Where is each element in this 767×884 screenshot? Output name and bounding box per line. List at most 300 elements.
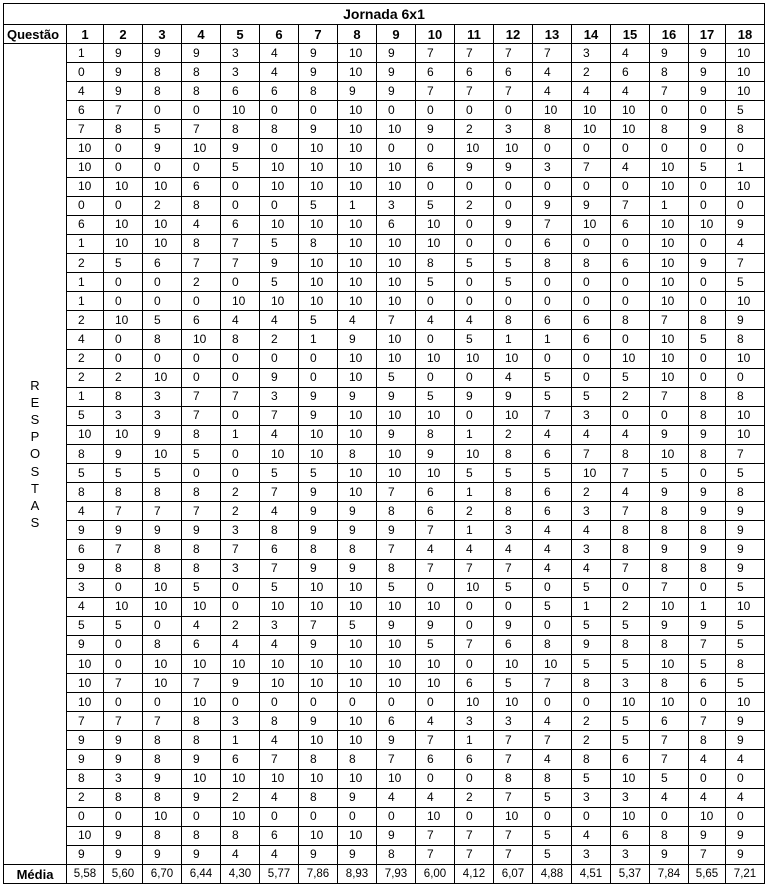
average-label: Média: [4, 865, 67, 884]
answer-cell: 0: [143, 349, 182, 368]
answer-cell: 10: [338, 120, 377, 139]
question-header: 12: [494, 25, 533, 44]
table-row: [4, 750, 765, 769]
answer-cell: 7: [650, 750, 689, 769]
answer-cell: 5: [182, 578, 221, 597]
answer-cell: 5: [455, 254, 494, 273]
answer-cell: 3: [221, 521, 260, 540]
answer-cell: 8: [689, 406, 726, 425]
answer-cell: 8: [299, 234, 338, 253]
answer-cell: 5: [416, 273, 455, 292]
answer-cell: 10: [533, 655, 572, 674]
answer-cell: 8: [182, 712, 221, 731]
answer-cell: 8: [221, 826, 260, 845]
table-row: [4, 655, 765, 674]
question-header-label: Questão: [4, 25, 67, 44]
answer-cell: 4: [533, 521, 572, 540]
answer-cell: 6: [416, 502, 455, 521]
table-row: [4, 254, 765, 273]
answer-cell: 10: [338, 578, 377, 597]
answer-cell: 0: [416, 368, 455, 387]
answer-cell: 9: [260, 254, 299, 273]
answer-cell: 7: [494, 731, 533, 750]
answer-cell: 8: [377, 845, 416, 864]
answer-cell: 10: [338, 368, 377, 387]
answer-cell: 10: [260, 177, 299, 196]
question-header: 18: [726, 25, 765, 44]
answer-cell: 7: [260, 750, 299, 769]
answer-cell: 10: [299, 215, 338, 234]
answer-cell: 8: [143, 540, 182, 559]
answer-cell: 8: [650, 635, 689, 654]
answer-cell: 0: [611, 330, 650, 349]
answer-cell: 8: [533, 769, 572, 788]
answer-cell: 9: [299, 406, 338, 425]
answer-cell: 0: [143, 158, 182, 177]
answer-cell: 2: [572, 731, 611, 750]
answer-cell: 10: [221, 655, 260, 674]
answer-cell: 10: [143, 655, 182, 674]
answer-cell: 9: [650, 44, 689, 63]
answer-cell: 6: [67, 101, 104, 120]
answer-cell: 1: [67, 387, 104, 406]
answer-cell: 10: [338, 158, 377, 177]
answer-cell: 0: [104, 578, 143, 597]
answer-cell: 5: [689, 158, 726, 177]
answer-cell: 6: [182, 311, 221, 330]
answer-cell: 1: [572, 597, 611, 616]
answer-cell: 10: [143, 578, 182, 597]
answer-cell: 5: [143, 120, 182, 139]
answer-cell: 6: [67, 215, 104, 234]
answer-cell: 10: [611, 120, 650, 139]
answer-cell: 9: [260, 368, 299, 387]
answer-cell: 7: [143, 502, 182, 521]
answer-cell: 5: [533, 387, 572, 406]
average-cell: 4,12: [455, 865, 494, 884]
answer-cell: 4: [67, 82, 104, 101]
answer-cell: 10: [494, 693, 533, 712]
answer-cell: 0: [260, 807, 299, 826]
answer-cell: 0: [338, 693, 377, 712]
answer-cell: 10: [104, 311, 143, 330]
answer-cell: 10: [338, 712, 377, 731]
answer-cell: 5: [689, 655, 726, 674]
answer-cell: 10: [143, 444, 182, 463]
table-row: [4, 597, 765, 616]
answer-cell: 10: [533, 101, 572, 120]
answer-cell: 0: [182, 349, 221, 368]
table-row: [4, 807, 765, 826]
answer-cell: 10: [104, 215, 143, 234]
answer-cell: 8: [182, 63, 221, 82]
answer-cell: 4: [494, 540, 533, 559]
answer-cell: 8: [182, 731, 221, 750]
answer-cell: 4: [260, 788, 299, 807]
answer-cell: 5: [67, 406, 104, 425]
answer-cell: 7: [533, 215, 572, 234]
answer-cell: 4: [221, 311, 260, 330]
answer-cell: 5: [650, 464, 689, 483]
answer-cell: 4: [221, 845, 260, 864]
answer-cell: 7: [416, 845, 455, 864]
answer-cell: 5: [416, 387, 455, 406]
answer-cell: 9: [143, 139, 182, 158]
table-row: [4, 82, 765, 101]
answer-cell: 6: [260, 540, 299, 559]
answer-cell: 3: [572, 44, 611, 63]
average-cell: 5,60: [104, 865, 143, 884]
answer-cell: 10: [299, 597, 338, 616]
answer-cell: 7: [611, 464, 650, 483]
answer-cell: 5: [611, 712, 650, 731]
answer-cell: 7: [182, 120, 221, 139]
answer-cell: 9: [299, 521, 338, 540]
answer-cell: 5: [494, 578, 533, 597]
answer-cell: 5: [143, 311, 182, 330]
answer-cell: 9: [299, 845, 338, 864]
answer-cell: 6: [650, 712, 689, 731]
answer-cell: 6: [533, 502, 572, 521]
answer-cell: 5: [494, 464, 533, 483]
answer-cell: 9: [689, 425, 726, 444]
answer-cell: 4: [533, 540, 572, 559]
answer-cell: 10: [494, 655, 533, 674]
table-row: [4, 139, 765, 158]
answer-cell: 0: [221, 177, 260, 196]
answer-cell: 7: [182, 406, 221, 425]
answer-cell: 8: [611, 540, 650, 559]
answer-cell: 8: [726, 120, 765, 139]
answer-cell: 0: [143, 616, 182, 635]
answer-cell: 10: [338, 63, 377, 82]
answer-cell: 0: [689, 101, 726, 120]
answer-cell: 0: [260, 101, 299, 120]
answer-cell: 6: [533, 444, 572, 463]
answer-cell: 0: [104, 635, 143, 654]
answer-cell: 9: [572, 635, 611, 654]
answer-cell: 1: [67, 44, 104, 63]
answer-cell: 8: [494, 769, 533, 788]
answer-cell: 4: [416, 540, 455, 559]
answer-cell: 8: [533, 120, 572, 139]
answer-cell: 4: [494, 368, 533, 387]
answer-cell: 5: [572, 616, 611, 635]
average-cell: 6,44: [182, 865, 221, 884]
answer-cell: 0: [689, 196, 726, 215]
answer-cell: 9: [726, 712, 765, 731]
answer-cell: 8: [143, 826, 182, 845]
answer-cell: 0: [104, 349, 143, 368]
answer-cell: 10: [299, 444, 338, 463]
answer-cell: 10: [338, 234, 377, 253]
answer-cell: 6: [455, 674, 494, 693]
answer-cell: 7: [182, 254, 221, 273]
answer-cell: 0: [650, 807, 689, 826]
answer-cell: 10: [67, 655, 104, 674]
answer-cell: 8: [143, 559, 182, 578]
answer-cell: 0: [455, 273, 494, 292]
table-row: [4, 826, 765, 845]
answer-cell: 10: [338, 273, 377, 292]
answer-cell: 0: [533, 177, 572, 196]
answer-cell: 0: [494, 597, 533, 616]
table-row: [4, 311, 765, 330]
answer-cell: 0: [182, 807, 221, 826]
answer-cell: 10: [416, 597, 455, 616]
answer-cell: 0: [221, 693, 260, 712]
answer-cell: 5: [726, 674, 765, 693]
answer-cell: 5: [726, 273, 765, 292]
answer-cell: 10: [338, 406, 377, 425]
answer-cell: 2: [611, 597, 650, 616]
answer-cell: 0: [416, 292, 455, 311]
answer-cell: 3: [611, 674, 650, 693]
answer-cell: 2: [221, 502, 260, 521]
answer-cell: 0: [455, 597, 494, 616]
answer-cell: 0: [221, 597, 260, 616]
answer-cell: 9: [416, 444, 455, 463]
answer-cell: 6: [455, 63, 494, 82]
answer-cell: 3: [494, 120, 533, 139]
table-row: [4, 483, 765, 502]
question-header: 14: [572, 25, 611, 44]
answer-cell: 1: [221, 425, 260, 444]
average-cell: 6,07: [494, 865, 533, 884]
average-cell: 6,00: [416, 865, 455, 884]
answer-cell: 8: [689, 387, 726, 406]
answer-cell: 9: [104, 845, 143, 864]
answer-cell: 2: [67, 788, 104, 807]
answer-cell: 8: [650, 559, 689, 578]
answer-cell: 10: [182, 330, 221, 349]
answer-cell: 10: [299, 731, 338, 750]
answer-cell: 0: [572, 693, 611, 712]
answer-cell: 10: [338, 177, 377, 196]
answer-cell: 0: [416, 578, 455, 597]
answer-cell: 7: [221, 540, 260, 559]
answer-cell: 9: [416, 120, 455, 139]
answer-cell: 7: [104, 101, 143, 120]
answer-cell: 0: [689, 292, 726, 311]
answer-cell: 6: [416, 750, 455, 769]
question-header: 17: [689, 25, 726, 44]
answer-cell: 0: [689, 234, 726, 253]
answer-cell: 7: [650, 311, 689, 330]
answer-cell: 0: [416, 177, 455, 196]
answer-cell: 9: [67, 731, 104, 750]
answer-cell: 4: [533, 82, 572, 101]
answer-cell: 4: [572, 559, 611, 578]
answer-cell: 8: [104, 483, 143, 502]
answer-cell: 10: [221, 769, 260, 788]
answer-cell: 9: [221, 674, 260, 693]
answer-cell: 2: [494, 425, 533, 444]
answer-cell: 4: [416, 311, 455, 330]
answer-cell: 9: [182, 788, 221, 807]
answer-cell: 10: [377, 406, 416, 425]
answer-cell: 4: [67, 597, 104, 616]
answer-cell: 5: [533, 368, 572, 387]
answer-cell: 0: [455, 101, 494, 120]
answer-cell: 7: [377, 483, 416, 502]
survey-table: [3, 3, 765, 884]
answer-cell: 8: [650, 120, 689, 139]
answer-cell: 10: [338, 101, 377, 120]
answer-cell: 0: [104, 330, 143, 349]
answer-cell: 5: [104, 464, 143, 483]
answer-cell: 1: [67, 292, 104, 311]
table-row: [4, 273, 765, 292]
answer-cell: 1: [689, 597, 726, 616]
answer-cell: 2: [221, 483, 260, 502]
answer-cell: 0: [221, 196, 260, 215]
answer-cell: 6: [377, 712, 416, 731]
answer-cell: 0: [572, 807, 611, 826]
answer-cell: 0: [611, 578, 650, 597]
answer-cell: 10: [221, 292, 260, 311]
answer-cell: 7: [650, 731, 689, 750]
answer-cell: 4: [533, 750, 572, 769]
answer-cell: 9: [377, 826, 416, 845]
answer-cell: 0: [689, 349, 726, 368]
answer-cell: 3: [260, 616, 299, 635]
answer-cell: 6: [182, 177, 221, 196]
answer-cell: 9: [67, 750, 104, 769]
answer-cell: 9: [338, 788, 377, 807]
answer-cell: 9: [104, 44, 143, 63]
answer-cell: 9: [299, 712, 338, 731]
answer-cell: 0: [689, 578, 726, 597]
answer-cell: 10: [338, 215, 377, 234]
answer-cell: 7: [416, 826, 455, 845]
answer-cell: 10: [260, 655, 299, 674]
answer-cell: 0: [104, 693, 143, 712]
answer-cell: 10: [650, 655, 689, 674]
answer-cell: 7: [416, 44, 455, 63]
answer-cell: 7: [416, 82, 455, 101]
answer-cell: 7: [572, 444, 611, 463]
answer-cell: 10: [650, 330, 689, 349]
answer-cell: 7: [494, 82, 533, 101]
answer-cell: 0: [221, 578, 260, 597]
answer-cell: 0: [494, 177, 533, 196]
answer-cell: 3: [104, 769, 143, 788]
answer-cell: 6: [494, 635, 533, 654]
answer-cell: 8: [377, 502, 416, 521]
average-cell: 7,86: [299, 865, 338, 884]
answer-cell: 6: [611, 254, 650, 273]
average-cell: 5,37: [611, 865, 650, 884]
answer-cell: 9: [455, 387, 494, 406]
answer-cell: 10: [67, 674, 104, 693]
answer-cell: 9: [689, 120, 726, 139]
answer-cell: 4: [221, 635, 260, 654]
answer-cell: 8: [611, 521, 650, 540]
answer-cell: 9: [67, 559, 104, 578]
answer-cell: 2: [455, 196, 494, 215]
answer-cell: 10: [299, 292, 338, 311]
answer-cell: 10: [67, 826, 104, 845]
answer-cell: 9: [494, 387, 533, 406]
answer-cell: 7: [533, 674, 572, 693]
answer-cell: 1: [455, 425, 494, 444]
answer-cell: 0: [726, 769, 765, 788]
answer-cell: 3: [572, 540, 611, 559]
answer-cell: 6: [221, 750, 260, 769]
answer-cell: 0: [726, 196, 765, 215]
answer-cell: 10: [611, 101, 650, 120]
answer-cell: 8: [726, 655, 765, 674]
answer-cell: 6: [260, 82, 299, 101]
answer-cell: 10: [494, 807, 533, 826]
answer-cell: 9: [338, 82, 377, 101]
answer-cell: 7: [494, 788, 533, 807]
answer-cell: 0: [143, 292, 182, 311]
answer-cell: 0: [377, 807, 416, 826]
answer-cell: 9: [67, 635, 104, 654]
answer-cell: 9: [689, 540, 726, 559]
answer-cell: 4: [726, 750, 765, 769]
answer-cell: 4: [650, 788, 689, 807]
answer-cell: 10: [377, 674, 416, 693]
answer-cell: 9: [182, 750, 221, 769]
answer-cell: 10: [338, 464, 377, 483]
average-cell: 4,88: [533, 865, 572, 884]
table-row: [4, 616, 765, 635]
answer-cell: 8: [572, 750, 611, 769]
answer-cell: 1: [650, 196, 689, 215]
answer-cell: 5: [260, 273, 299, 292]
answer-cell: 3: [572, 406, 611, 425]
answer-cell: 0: [455, 292, 494, 311]
answer-cell: 7: [221, 234, 260, 253]
answer-cell: 6: [572, 330, 611, 349]
answer-cell: 4: [611, 425, 650, 444]
answer-cell: 0: [104, 292, 143, 311]
answer-cell: 8: [143, 750, 182, 769]
answer-cell: 8: [143, 635, 182, 654]
answer-cell: 0: [221, 273, 260, 292]
answer-cell: 9: [377, 425, 416, 444]
answer-cell: 7: [67, 120, 104, 139]
answer-cell: 9: [104, 521, 143, 540]
question-header: 8: [338, 25, 377, 44]
answer-cell: 9: [726, 311, 765, 330]
answer-cell: 4: [572, 826, 611, 845]
header-row: [4, 25, 765, 44]
answer-cell: 2: [67, 349, 104, 368]
average-cell: 5,65: [689, 865, 726, 884]
answer-cell: 5: [533, 464, 572, 483]
answer-cell: 8: [182, 234, 221, 253]
answer-cell: 9: [299, 559, 338, 578]
answer-cell: 0: [299, 807, 338, 826]
table-title: Jornada 6x1: [4, 4, 765, 25]
answer-cell: 8: [182, 483, 221, 502]
answer-cell: 9: [338, 330, 377, 349]
answer-cell: 10: [611, 693, 650, 712]
answer-cell: 8: [689, 311, 726, 330]
answer-cell: 6: [611, 750, 650, 769]
answer-cell: 4: [533, 559, 572, 578]
answer-cell: 3: [611, 845, 650, 864]
answer-cell: 5: [260, 234, 299, 253]
answer-cell: 0: [260, 349, 299, 368]
table-row: [4, 177, 765, 196]
answer-cell: 7: [182, 387, 221, 406]
answer-cell: 0: [494, 196, 533, 215]
